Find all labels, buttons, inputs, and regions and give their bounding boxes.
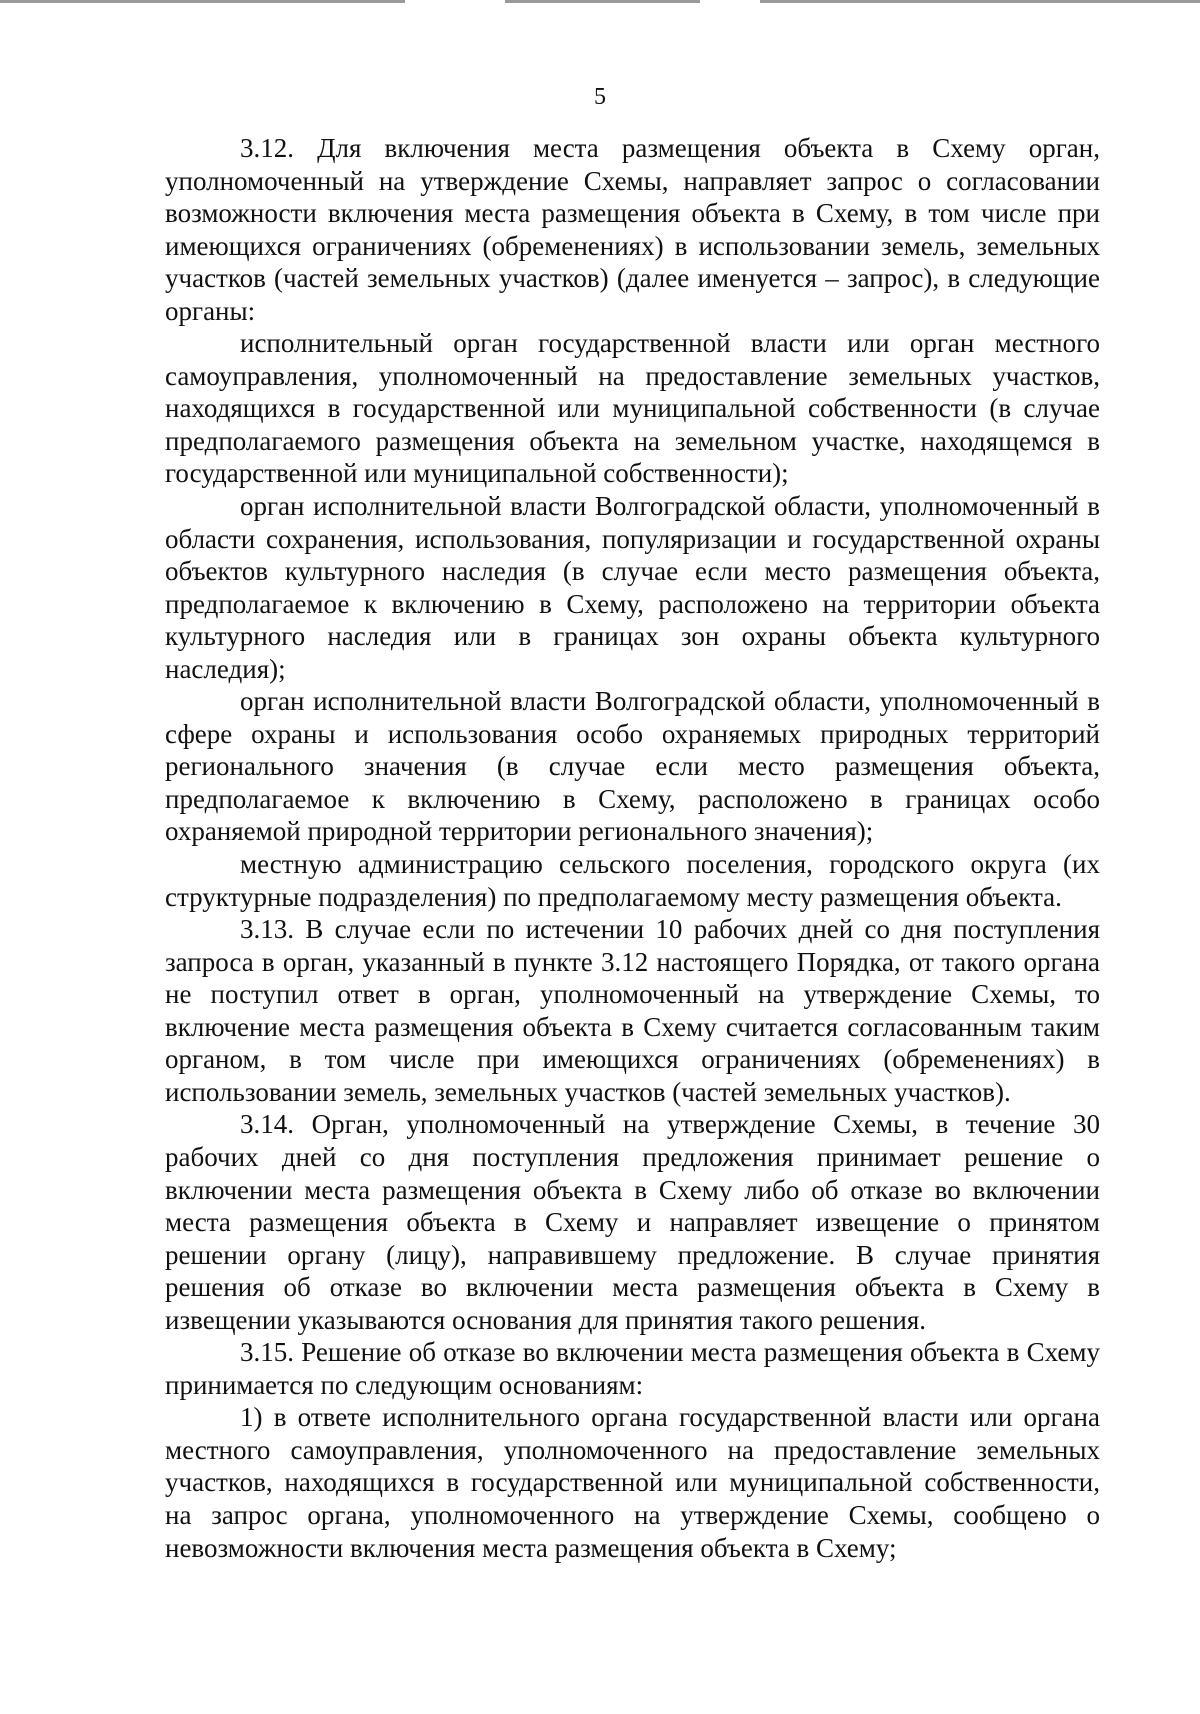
document-body: [165, 132, 1100, 1564]
scan-edge-left: [0, 0, 405, 3]
paragraph-3-13: 3.13. В случае если по истечении 10 рабочих дней со дня поступления запроса в орган, указанный в пункте 3.12 настоящего Порядка, от такого органа не поступил ответ в орган, уполномоченный на утверждение Схемы, то включение места размещения объекта в Схему считается согласованным таким органом, в том числе при имеющихся ограничениях (обременениях) в использовании земель, земельных участков (частей земельных участков).: [165, 914, 1100, 1107]
paragraph-3-14: 3.14. Орган, уполномоченный на утверждение Схемы, в течение 30 рабочих дней со дня поступления предложения принимает решение о включении места размещения объекта в Схему либо об отказе во включении места размещения объекта в Схему и направляет извещение о принятом решении органу (лицу), направившему предложение. В случае принятия решения об отказе во включении места размещения объекта в Схему в извещении указываются основания для принятия такого решения.: [165, 1109, 1100, 1335]
paragraph-protected-areas-authority: орган исполнительной власти Волгоградской области, уполномоченный в сфере охраны и использования особо охраняемых природных территорий регионального значения (в случае если место размещения объекта, предполагаемое к включению в Схему, расположено в границах особо охраняемой природной территории регионального значения);: [165, 686, 1100, 847]
paragraph-3-12: 3.12. Для включения места размещения объекта в Схему орган, уполномоченный на утверждение Схемы, направляет запрос о согласовании возможности включения места размещения объекта в Схему, в том числе при имеющихся ограничениях (обременениях) в использовании земель, земельных участков (частей земельных участков) (далее именуется – запрос), в следующие органы:: [165, 133, 1100, 326]
paragraph-land-authority: исполнительный орган государственной власти или орган местного самоуправления, уполномоченный на предоставление земельных участков, находящихся в государственной или муниципальной собственности (в случае предполагаемого размещения объекта на земельном участке, находящемся в государственной или муниципальной собственности);: [165, 328, 1100, 489]
scan-edge-middle: [505, 0, 700, 3]
paragraph-3-15: 3.15. Решение об отказе во включении места размещения объекта в Схему принимается по следующим основаниям:: [165, 1337, 1100, 1400]
page-number: 5: [594, 84, 606, 110]
paragraph-cultural-heritage-authority: орган исполнительной власти Волгоградской области, уполномоченный в области сохранения, использования, популяризации и государственной охраны объектов культурного наследия (в случае если место размещения объекта, предполагаемое к включению в Схему, расположено на территории объекта культурного наследия или в границах зон охраны объекта культурного наследия);: [165, 491, 1100, 684]
paragraph-local-administration: местную администрацию сельского поселения, городского округа (их структурные подразделения) по предполагаемому месту размещения объекта.: [165, 849, 1100, 912]
paragraph-3-15-item-1: 1) в ответе исполнительного органа государственной власти или органа местного самоуправления, уполномоченного на предоставление земельных участков, находящихся в государственной или муниципальной собственности, на запрос органа, уполномоченного на утверждение Схемы, сообщено о невозможности включения места размещения объекта в Схему;: [165, 1402, 1100, 1563]
scan-edge-right: [760, 0, 1200, 3]
